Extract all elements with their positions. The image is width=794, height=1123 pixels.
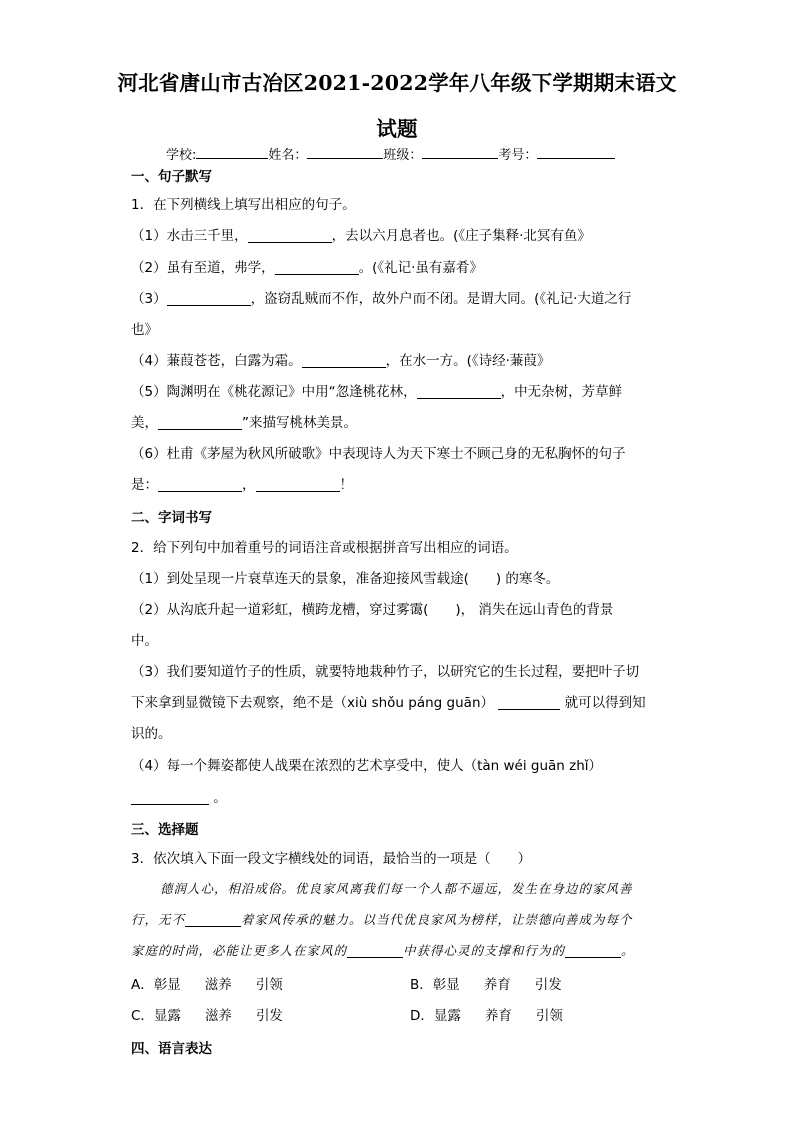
question-2-stem: 2．给下列句中加着重号的词语注音或根据拼音写出相应的词语。 [131, 540, 518, 556]
q1-item-5-text-c: 美， [131, 415, 158, 431]
school-label: 学校: [166, 148, 197, 163]
q1-item-6-cont [131, 473, 353, 493]
q1-item-6-text-d: ！ [339, 477, 353, 493]
option-b-word-2: 养育 [483, 977, 511, 993]
answer-blank[interactable] [302, 353, 386, 368]
question-3-stem: 3．依次填入下面一段文字横线处的词语，最恰当的一项是（ ） [131, 851, 532, 867]
q1-item-2-text-a: （2）虽有至道，弗学， [131, 260, 275, 276]
q1-item-1-text-b: ，去以六月息者也。(《庄子集释·北冥有鱼》 [331, 228, 591, 244]
answer-blank[interactable] [256, 477, 340, 492]
option-a[interactable] [131, 973, 283, 993]
q1-item-3-text-b: ，盗窃乱贼而不作，故外户而不闭。是谓大同。(《礼记·大道之行 [250, 291, 632, 307]
q1-item-6: （6）杜甫《茅屋为秋风所破歌》中表现诗人为天下寒士不顾己身的无私胸怀的句子 [131, 446, 626, 462]
passage-line-1: 德润人心，相沿成俗。优良家风离我们每一个人都不遥远，发生在身边的家风善 [160, 881, 633, 896]
name-blank[interactable] [307, 145, 383, 159]
q1-item-5-text-d: ”来描写桃林美景。 [242, 415, 357, 431]
passage-text: 家庭的时尚，必能让更多人在家风的 [131, 943, 348, 958]
answer-blank[interactable] [417, 384, 501, 399]
passage-text: 着家风传承的魅力。以当代优良家风为榜样，让崇德向善成为每个 [241, 912, 633, 927]
exam-no-label: 考号： [498, 148, 538, 163]
passage-blank[interactable] [565, 945, 621, 958]
passage-text: 。 [621, 943, 635, 958]
option-d-label: D．显露 [410, 1008, 461, 1024]
option-a-word-2: 滋养 [204, 977, 232, 993]
q2-item-4: （4）每一个舞姿都使人战栗在浓烈的艺术享受中，使人（tàn wéi guān zhǐ） [131, 758, 603, 774]
passage-text: 行，无不 [131, 912, 186, 927]
class-label: 班级： [383, 148, 423, 163]
q2-item-3-end: 识的。 [131, 726, 172, 742]
answer-blank[interactable] [158, 477, 242, 492]
q1-item-5-cont [131, 411, 357, 431]
document-title: 河北省唐山市古冶区2021-2022学年八年级下学期期末语文 [117, 71, 677, 95]
student-info-row [166, 144, 615, 163]
class-blank[interactable] [422, 145, 498, 159]
option-c-word-2: 滋养 [204, 1008, 232, 1024]
passage-line-2 [131, 910, 633, 928]
option-b[interactable] [410, 973, 562, 993]
name-label: 姓名： [268, 148, 308, 163]
option-a-label: A．彰显 [131, 977, 181, 993]
q1-item-5 [131, 380, 622, 400]
q1-item-4-text-a: （4）蒹葭苍苍，白露为霜。 [131, 353, 302, 369]
option-c-label: C．显露 [131, 1008, 181, 1024]
option-d-word-2: 养育 [484, 1008, 512, 1024]
school-blank[interactable] [196, 145, 268, 159]
section-heading-2: 二、字词书写 [131, 510, 212, 526]
option-d-word-3: 引领 [535, 1008, 563, 1024]
answer-blank[interactable] [275, 260, 359, 275]
answer-blank[interactable] [498, 695, 560, 710]
passage-blank[interactable] [185, 914, 241, 927]
q1-item-1-text-a: （1）水击三千里， [131, 228, 248, 244]
q1-item-5-text-a: （5）陶渊明在《桃花源记》中用“忽逢桃花林， [131, 384, 417, 400]
q1-item-5-text-b: ，中无杂树，芳草鲜 [500, 384, 623, 400]
option-d[interactable] [410, 1004, 563, 1024]
q1-item-2-text-b: 。(《礼记·虽有嘉肴》 [358, 260, 483, 276]
passage-blank[interactable] [347, 945, 403, 958]
q1-item-4 [131, 349, 550, 369]
question-1-stem: 1．在下列横线上填写出相应的句子。 [131, 197, 356, 213]
answer-blank[interactable] [158, 415, 242, 430]
q2-item-3-cont [131, 691, 646, 711]
passage-text: 中获得心灵的支撑和行为的 [403, 943, 566, 958]
q1-item-6-text-b: 是： [131, 477, 158, 493]
q1-item-2 [131, 256, 483, 276]
q1-item-4-text-b: ，在水一方。(《诗经·蒹葭》 [385, 353, 551, 369]
option-b-label: B．彰显 [410, 977, 460, 993]
q2-item-3: （3）我们要知道竹子的性质，就要特地栽种竹子，以研究它的生长过程，要把叶子切 [131, 664, 640, 680]
exam-no-blank[interactable] [537, 145, 615, 159]
option-c-word-3: 引发 [255, 1008, 283, 1024]
answer-blank[interactable] [248, 228, 332, 243]
q2-item-3-text-b: 下来拿到显微镜下去观察，绝不是（xiù shǒu páng guān） [131, 695, 494, 711]
passage-line-3 [131, 941, 635, 959]
section-heading-3: 三、选择题 [131, 822, 199, 838]
option-b-word-3: 引发 [534, 977, 562, 993]
option-a-word-3: 引领 [255, 977, 283, 993]
q2-item-2: （2）从沟底升起一道彩虹，横跨龙槽，穿过雾霭( )， 消失在远山青色的背景 [131, 602, 614, 618]
q2-item-2-cont: 中。 [131, 633, 158, 649]
section-heading-1: 一、句子默写 [131, 169, 212, 185]
q1-item-3 [131, 287, 631, 307]
q1-item-6-text-c: ， [242, 477, 256, 493]
option-c[interactable] [131, 1004, 283, 1024]
q2-item-4-text-b: 。 [213, 790, 227, 806]
q1-item-3-cont: 也》 [131, 322, 158, 338]
q2-item-3-text-c: 就可以得到知 [560, 695, 646, 711]
section-heading-4: 四、语言表达 [131, 1041, 212, 1057]
q2-item-1: （1）到处呈现一片衰草连天的景象，准备迎接风雪载途( ) 的寒冬。 [131, 571, 560, 587]
document-title-cont: 试题 [376, 117, 418, 141]
q1-item-3-text-a: （3） [131, 291, 167, 307]
answer-blank[interactable] [167, 291, 251, 306]
q2-item-4-cont [131, 786, 227, 806]
answer-blank[interactable] [131, 790, 209, 805]
q1-item-1 [131, 224, 591, 244]
